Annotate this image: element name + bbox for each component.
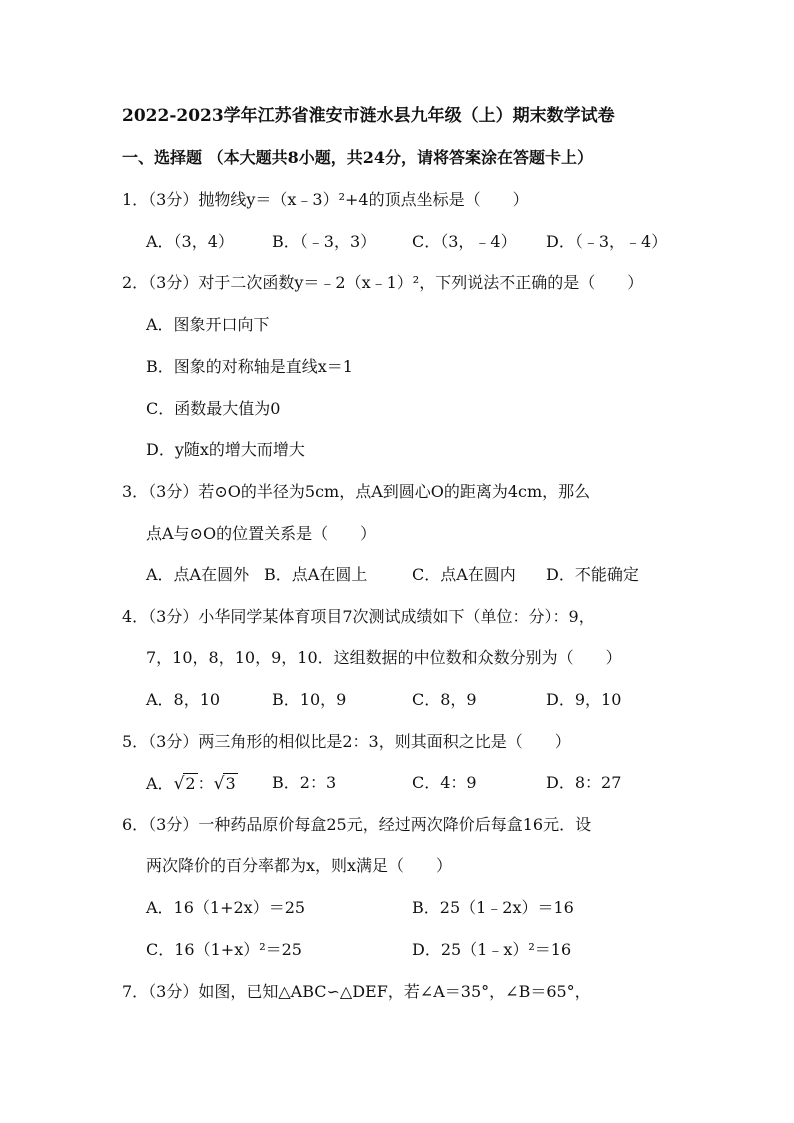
option-a: A．16（1+2x）＝25	[146, 898, 306, 917]
option-b: B．25（1﹣2x）＝16	[412, 898, 574, 917]
question-6-text-line-1: 6．（3分）一种药品原价每盒25元，经过两次降价后每盒16元．设	[122, 815, 592, 834]
option-d: D．不能确定	[546, 565, 639, 584]
option-a-label: A．	[146, 774, 174, 793]
sqrt-icon: √	[173, 774, 185, 794]
option-a: A．点A在圆外	[146, 565, 250, 584]
page-title: 2022-2023学年江苏省淮安市涟水县九年级（上）期末数学试卷	[122, 106, 615, 126]
option-c: C．4：9	[412, 773, 477, 792]
question-2-text: 2．（3分）对于二次函数y＝﹣2（x﹣1）²，下列说法不正确的是（ ）	[122, 273, 644, 292]
option-c: C．8，9	[412, 690, 477, 709]
option-b: B．2：3	[272, 773, 337, 792]
question-4-text-line-2: 7，10，8，10，9，10．这组数据的中位数和众数分别为（ ）	[146, 648, 622, 667]
question-2-option-a: A．图象开口向下	[146, 315, 270, 334]
question-2-option-c: C．函数最大值为0	[146, 399, 281, 418]
option-d: D．9，10	[546, 690, 622, 709]
option-b: B．（﹣3，3）	[272, 232, 377, 251]
question-5-text: 5．（3分）两三角形的相似比是2：3，则其面积之比是（ ）	[122, 732, 571, 751]
option-d: D．（﹣3，﹣4）	[546, 232, 668, 251]
question-3-text-line-2: 点A与⊙O的位置关系是（ ）	[146, 524, 377, 543]
option-d: D．8：27	[546, 773, 622, 792]
ratio-separator: ：	[197, 774, 214, 793]
question-1-text: 1．（3分）抛物线y＝（x﹣3）²+4的顶点坐标是（ ）	[122, 190, 529, 209]
option-b: B．点A在圆上	[264, 565, 368, 584]
option-a: A．8，10	[146, 690, 221, 709]
option-b: B．10，9	[272, 690, 347, 709]
question-2-option-d: D．y随x的增大而增大	[146, 440, 305, 459]
radicand: 2	[185, 774, 196, 793]
option-c: C．点A在圆内	[412, 565, 516, 584]
question-4-text-line-1: 4．（3分）小华同学某体育项目7次测试成绩如下（单位：分）：9，	[122, 607, 595, 626]
option-d: D．25（1﹣x）²＝16	[412, 940, 572, 959]
question-2-option-b: B．图象的对称轴是直线x＝1	[146, 357, 353, 376]
question-3-text-line-1: 3．（3分）若⊙O的半径为5cm，点A到圆心O的距离为4cm，那么	[122, 482, 591, 501]
radicand: 3	[225, 774, 236, 793]
option-a	[146, 773, 238, 794]
question-6-text-line-2: 两次降价的百分率都为x，则x满足（ ）	[146, 856, 453, 875]
option-c: C．（3，﹣4）	[412, 232, 517, 251]
question-7-text: 7．（3分）如图，已知△ABC∽△DEF，若∠A＝35°，∠B＝65°，	[122, 982, 591, 1001]
option-a: A．（3，4）	[146, 232, 234, 251]
sqrt-icon: √	[213, 774, 225, 794]
option-c: C．16（1+x）²＝25	[146, 940, 302, 959]
section-heading: 一、选择题 （本大题共8小题，共24分，请将答案涂在答题卡上）	[122, 148, 593, 167]
